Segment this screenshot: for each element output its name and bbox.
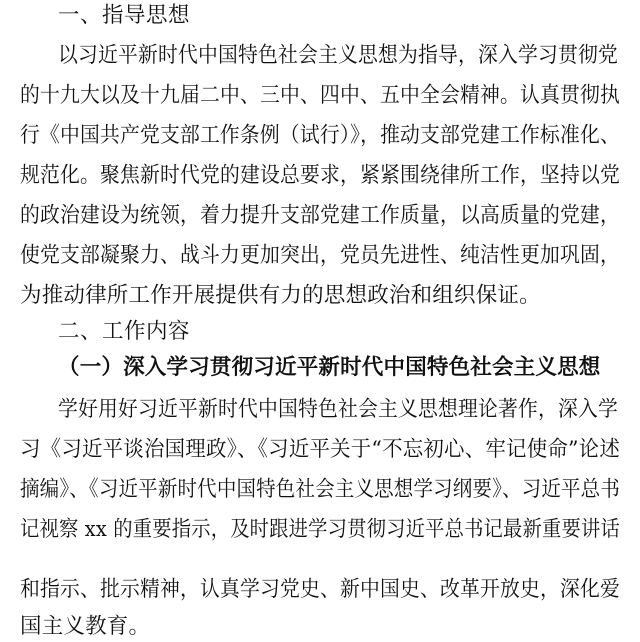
paragraph-line: 的政治建设为统领，着力提升支部党建工作质量，以高质量的党建， bbox=[20, 203, 620, 228]
paragraph-line: 和指示、批示精神，认真学习党史、新中国史、改革开放史，深化爱 bbox=[20, 577, 620, 602]
paragraph-line: 的十九大以及十九届二中、三中、四中、五中全会精神。认真贯彻执 bbox=[20, 83, 620, 108]
paragraph-line: 摘编》、《习近平新时代中国特色社会主义思想学习纲要》、习近平总书 bbox=[20, 477, 620, 502]
paragraph-line: 为推动律所工作开展提供有力的思想政治和组织保证。 bbox=[20, 283, 541, 308]
paragraph-line: 规范化。聚焦新时代党的建设总要求，紧紧围绕律所工作，坚持以党 bbox=[20, 163, 620, 188]
paragraph-line: 行《中国共产党支部工作条例（试行）》，推动支部党建工作标准化、 bbox=[20, 123, 620, 148]
section-heading-guiding-thought: 一、指导思想 bbox=[58, 3, 191, 28]
subsection-heading: （一）深入学习贯彻习近平新时代中国特色社会主义思想 bbox=[58, 355, 601, 380]
paragraph-line: 国主义教育。 bbox=[20, 614, 151, 639]
paragraph-line: 使党支部凝聚力、战斗力更加突出，党员先进性、纯洁性更加巩固， bbox=[20, 243, 620, 268]
paragraph-line: 学好用好习近平新时代中国特色社会主义思想理论著作，深入学 bbox=[58, 397, 618, 422]
section-heading-work-content: 二、工作内容 bbox=[58, 319, 191, 344]
paragraph-line: 习《习近平谈治国理政》、《习近平关于“不忘初心、牢记使命”论述 bbox=[20, 437, 620, 462]
paragraph-line: 记视察 xx 的重要指示，及时跟进学习贯彻习近平总书记最新重要讲话 bbox=[20, 517, 620, 542]
paragraph-line: 以习近平新时代中国特色社会主义思想为指导，深入学习贯彻党 bbox=[58, 43, 618, 68]
